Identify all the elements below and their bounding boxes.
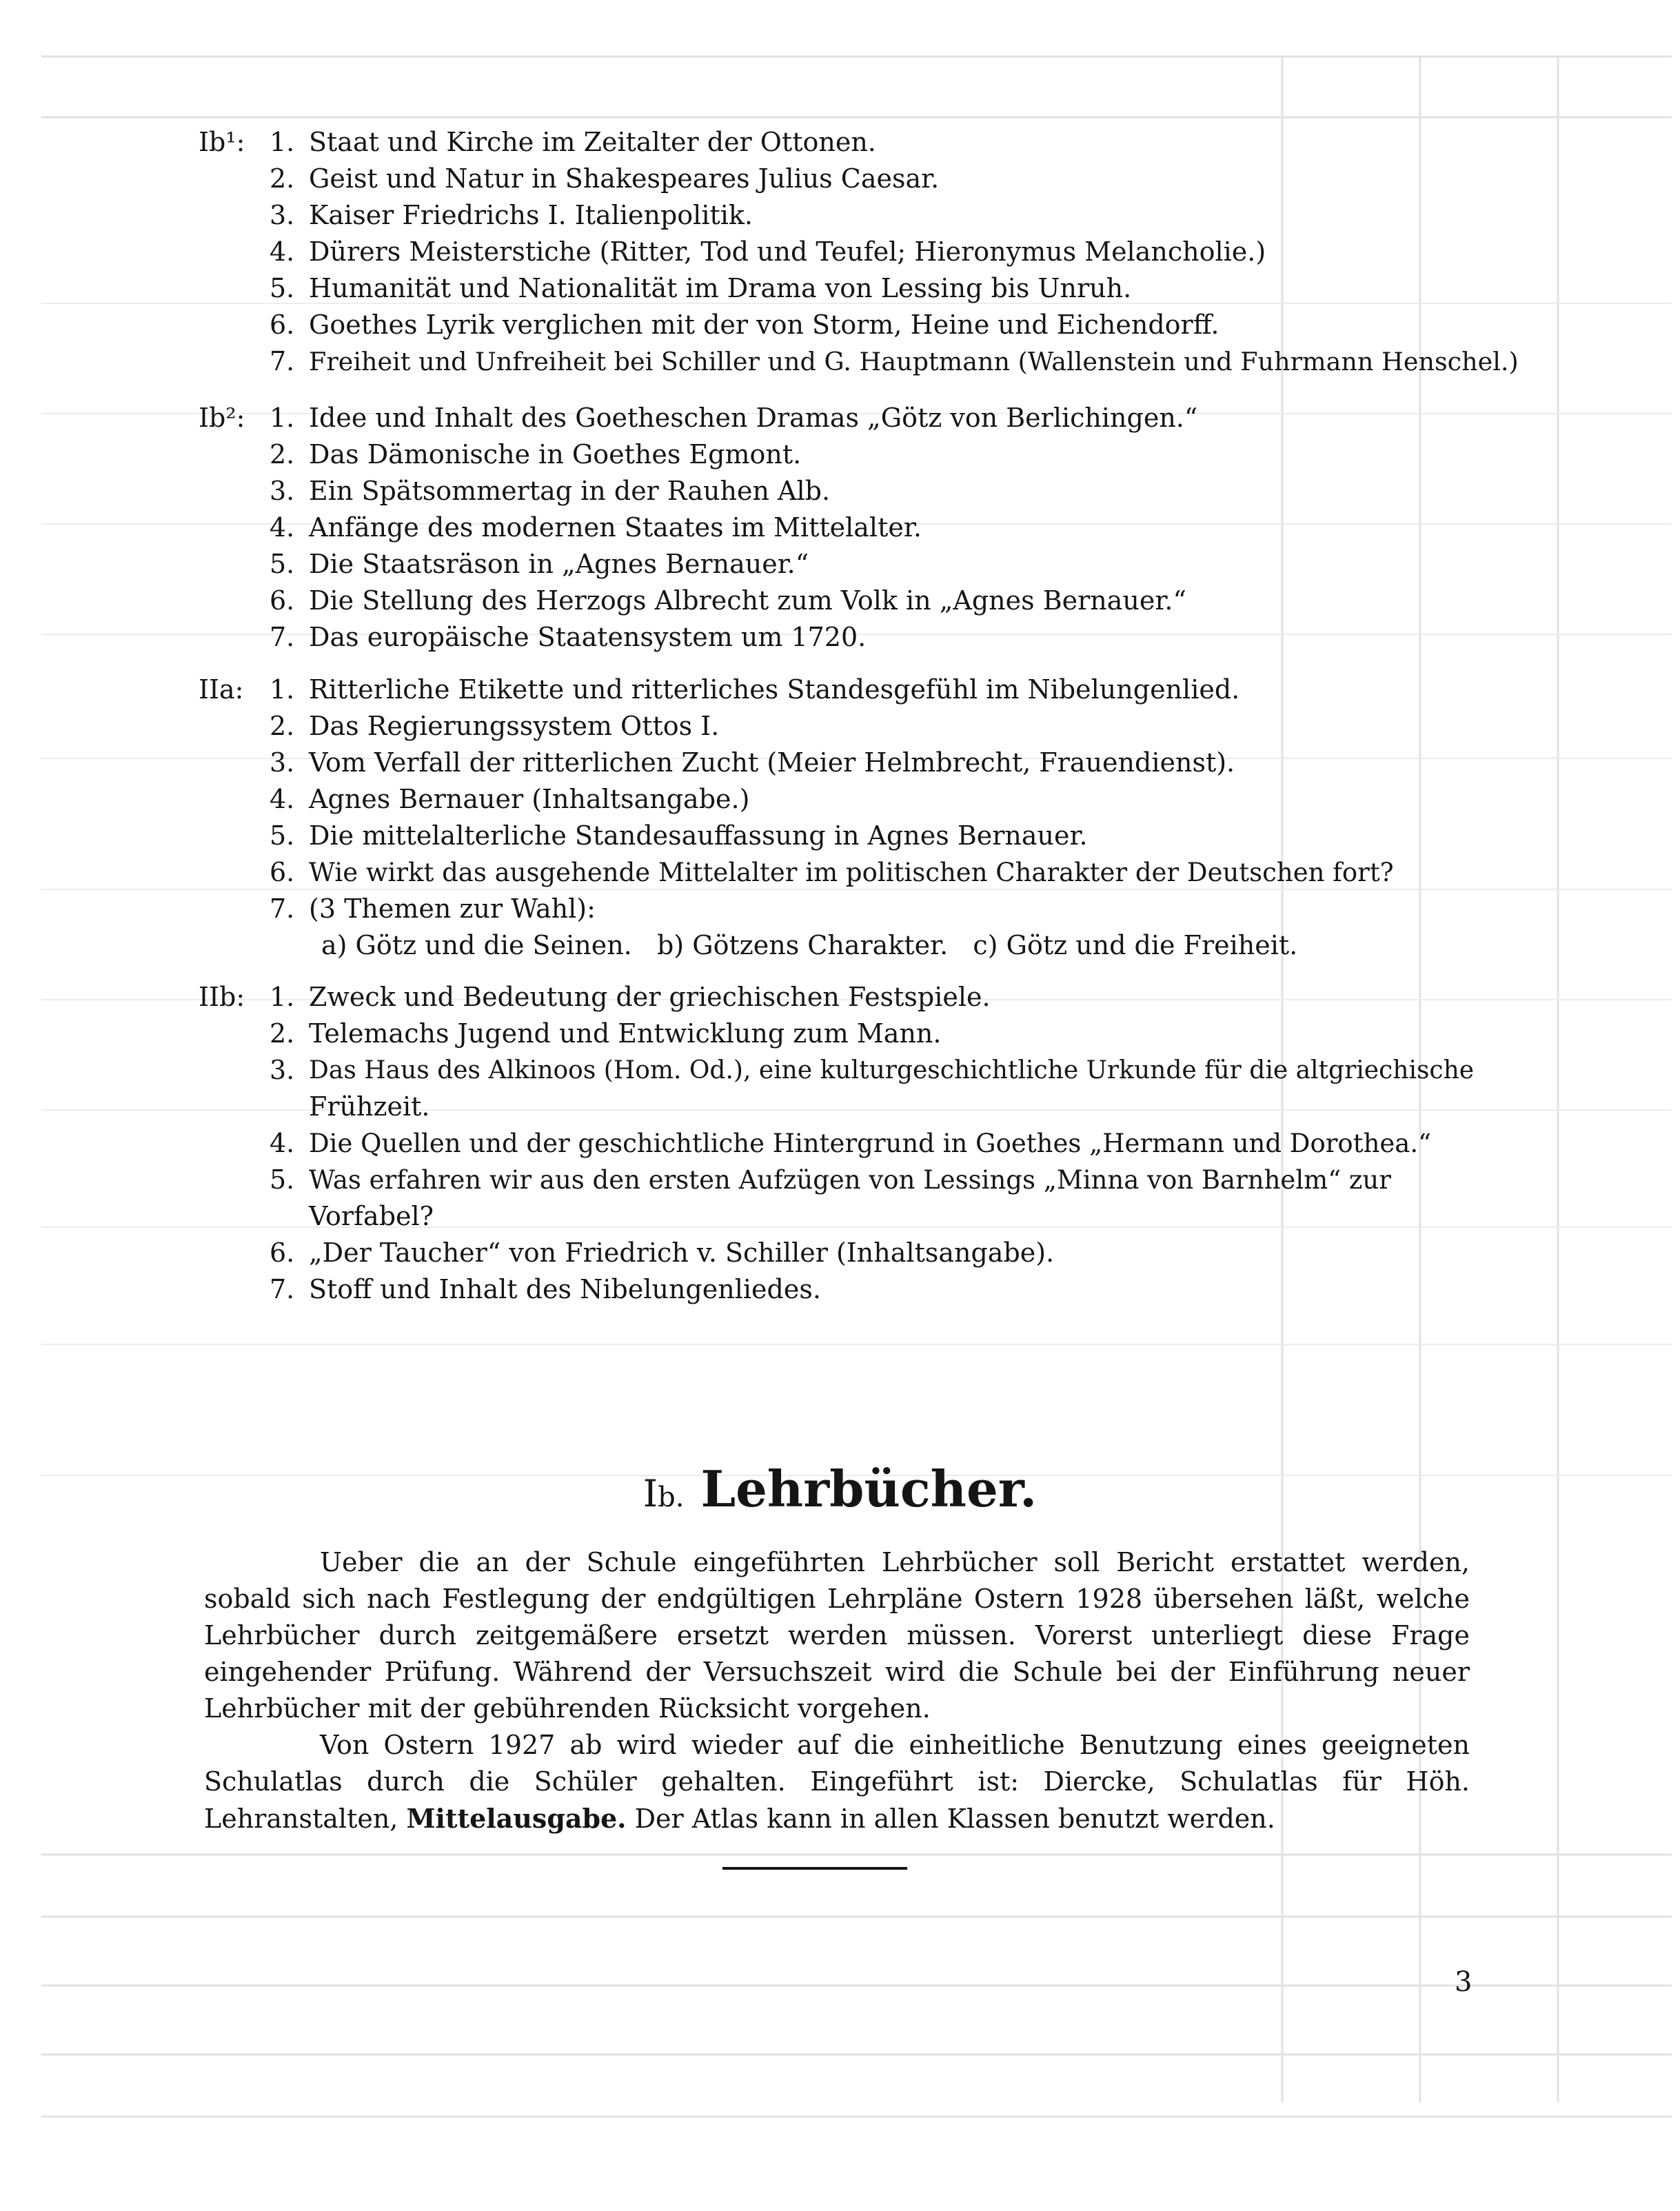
topic-row	[199, 270, 1474, 307]
topic-row	[199, 436, 1474, 473]
topic-subrow	[199, 927, 1474, 964]
topic-row	[199, 745, 1474, 781]
paragraph-2	[204, 1727, 1470, 1837]
paragraph-2-end: Der Atlas kann in allen Klassen benutzt werden.	[626, 1804, 1275, 1834]
topic-number: 4.	[270, 784, 295, 814]
topic-number: 7.	[270, 346, 295, 376]
topic-number: 5.	[270, 273, 295, 303]
class-label: Ib²:	[199, 403, 245, 433]
topic-number: 1.	[270, 403, 295, 433]
section-iia	[199, 672, 1474, 964]
topic-text: Zweck und Bedeutung der griechischen Festspiele.	[309, 982, 991, 1012]
page-number: 3	[1455, 1966, 1472, 1998]
topic-text: Anfänge des modernen Staates im Mittelalter.	[309, 512, 922, 543]
topic-number: 5.	[270, 820, 295, 851]
topic-text: Freiheit und Unfreiheit bei Schiller und G. Hauptmann (Wallenstein und Fuhrmann Henschel.)	[309, 347, 1519, 376]
topic-text: Ein Spätsommertag in der Rauhen Alb.	[309, 476, 831, 506]
topic-number: 5.	[270, 549, 295, 579]
topic-continuation	[199, 1198, 1474, 1235]
topic-text: Die Quellen und der geschichtliche Hintergrund in Goethes „Hermann und Dorothea.“	[309, 1129, 1432, 1158]
topic-row	[199, 161, 1474, 197]
topic-row	[199, 473, 1474, 509]
topic-row	[199, 124, 1474, 161]
topic-text-continued: Frühzeit.	[309, 1091, 430, 1122]
topic-row	[199, 509, 1474, 546]
topic-text: Telemachs Jugend und Entwicklung zum Mann.	[309, 1018, 942, 1049]
topic-row	[199, 781, 1474, 818]
topic-text: (3 Themen zur Wahl):	[309, 894, 596, 924]
class-label: Ib¹:	[199, 127, 245, 157]
topic-number: 3.	[270, 200, 295, 230]
topic-number: 4.	[270, 236, 295, 267]
topic-number: 6.	[270, 310, 295, 340]
topic-row	[199, 672, 1474, 708]
topic-number: 4.	[270, 1128, 295, 1158]
topic-row	[199, 818, 1474, 854]
section-ib2	[199, 400, 1474, 656]
heading-title: Lehrbücher.	[700, 1460, 1038, 1518]
topic-text: Das Regierungssystem Ottos I.	[309, 711, 720, 741]
topic-text: Dürers Meisterstiche (Ritter, Tod und Teufel; Hieronymus Melancholie.)	[309, 236, 1266, 267]
section-ib1	[199, 124, 1519, 380]
topic-row	[199, 234, 1474, 270]
paragraph-2-start: Von Ostern 1927 ab wird wieder auf die einheitliche Benutzung eines geeigneten Schulatlas durch die Schüler gehalten. Eingeführt ist: Diercke, Schulatlas für Höh. Lehranstalten,	[204, 1730, 1470, 1834]
topic-row	[199, 583, 1474, 619]
class-label: IIb:	[199, 982, 245, 1012]
topic-number: 1.	[270, 982, 295, 1012]
heading-sub: b.	[658, 1482, 685, 1513]
topic-text: Vom Verfall der ritterlichen Zucht (Meier Helmbrecht, Frauendienst).	[309, 747, 1235, 778]
topic-number: 5.	[270, 1164, 295, 1195]
topic-text: Die Stellung des Herzogs Albrecht zum Volk in „Agnes Bernauer.“	[309, 585, 1186, 616]
paragraph-1: Ueber die an der Schule eingeführten Lehrbücher soll Bericht erstattet werden, sobald sich nach Festlegung der endgültigen Lehrpläne Ostern 1928 übersehen läßt, welche Lehrbücher durch zeitgemäßere ersetzt werden müssen. Vorerst unterliegt diese Frage eingehender Prüfung. Während der Versuchszeit wird die Schule bei der Einführung neuer Lehrbücher mit der gebührenden Rücksicht vorgehen.	[204, 1547, 1470, 1724]
topic-number: 7.	[270, 1274, 295, 1304]
topic-row	[199, 1271, 1474, 1308]
topic-text: Agnes Bernauer (Inhaltsangabe.)	[309, 784, 750, 814]
topic-number: 2.	[270, 163, 295, 194]
topic-row	[199, 197, 1474, 234]
topic-text: Staat und Kirche im Zeitalter der Ottonen.	[309, 127, 876, 157]
topic-number: 6.	[270, 1238, 295, 1268]
topic-text: Das europäische Staatensystem um 1720.	[309, 622, 867, 652]
topic-number: 1.	[270, 674, 295, 705]
heading-roman: I	[642, 1472, 658, 1515]
section-heading	[0, 1448, 1680, 1531]
topic-row	[199, 546, 1474, 583]
closing-rule	[722, 1867, 907, 1870]
topic-text: Das Haus des Alkinoos (Hom. Od.), eine kulturgeschichtliche Urkunde für die altgriechische	[309, 1056, 1475, 1084]
topic-row	[199, 979, 1474, 1016]
topic-text: Goethes Lyrik verglichen mit der von Storm, Heine und Eichendorff.	[309, 310, 1219, 340]
topic-text: Ritterliche Etikette und ritterliches Standesgefühl im Nibelungenlied.	[309, 674, 1240, 705]
topic-text: Die mittelalterliche Standesauffassung in Agnes Bernauer.	[309, 820, 1088, 851]
topic-text: Humanität und Nationalität im Drama von Lessing bis Unruh.	[309, 273, 1132, 303]
topic-text: Die Staatsräson in „Agnes Bernauer.“	[309, 549, 809, 579]
topic-row	[199, 343, 1519, 380]
class-label: IIa:	[199, 674, 244, 705]
topic-row	[199, 1125, 1474, 1162]
topic-number: 4.	[270, 512, 295, 543]
topic-text: „Der Taucher“ von Friedrich v. Schiller (Inhaltsangabe).	[309, 1238, 1055, 1268]
topic-choices: a) Götz und die Seinen. b) Götzens Charakter. c) Götz und die Freiheit.	[321, 930, 1298, 960]
topic-row	[199, 891, 1474, 927]
topic-row	[199, 1162, 1474, 1198]
topic-text: Geist und Natur in Shakespeares Julius Caesar.	[309, 163, 940, 194]
topic-text: Idee und Inhalt des Goetheschen Dramas „Götz von Berlichingen.“	[309, 403, 1198, 433]
topic-row	[199, 708, 1474, 745]
topic-number: 6.	[270, 585, 295, 616]
topic-row	[199, 1016, 1474, 1052]
textbooks-text	[204, 1544, 1470, 1837]
topic-number: 2.	[270, 711, 295, 741]
topic-text: Kaiser Friedrichs I. Italienpolitik.	[309, 200, 753, 230]
topic-row	[199, 619, 1474, 656]
topic-text: Was erfahren wir aus den ersten Aufzügen von Lessings „Minna von Barnhelm“ zur	[309, 1165, 1391, 1195]
topic-continuation	[199, 1089, 1474, 1125]
topic-row	[199, 854, 1474, 891]
topic-row	[199, 400, 1474, 436]
section-iib	[199, 979, 1474, 1308]
paragraph-2-bold: Mittelausgabe.	[406, 1803, 627, 1834]
topic-number: 3.	[270, 476, 295, 506]
topic-text-continued: Vorfabel?	[309, 1201, 434, 1231]
topic-number: 3.	[270, 747, 295, 778]
topic-number: 7.	[270, 622, 295, 652]
topic-row	[199, 307, 1474, 343]
topic-text: Das Dämonische in Goethes Egmont.	[309, 439, 802, 470]
topic-number: 7.	[270, 894, 295, 924]
topic-row	[199, 1235, 1474, 1271]
topic-number: 1.	[270, 127, 295, 157]
topic-number: 2.	[270, 1018, 295, 1049]
topic-number: 2.	[270, 439, 295, 470]
topic-row	[199, 1052, 1474, 1089]
topic-text: Stoff und Inhalt des Nibelungenliedes.	[309, 1274, 821, 1304]
topic-text: Wie wirkt das ausgehende Mittelalter im politischen Charakter der Deutschen fort?	[309, 858, 1394, 887]
topic-number: 3.	[270, 1055, 295, 1085]
topic-number: 6.	[270, 857, 295, 887]
